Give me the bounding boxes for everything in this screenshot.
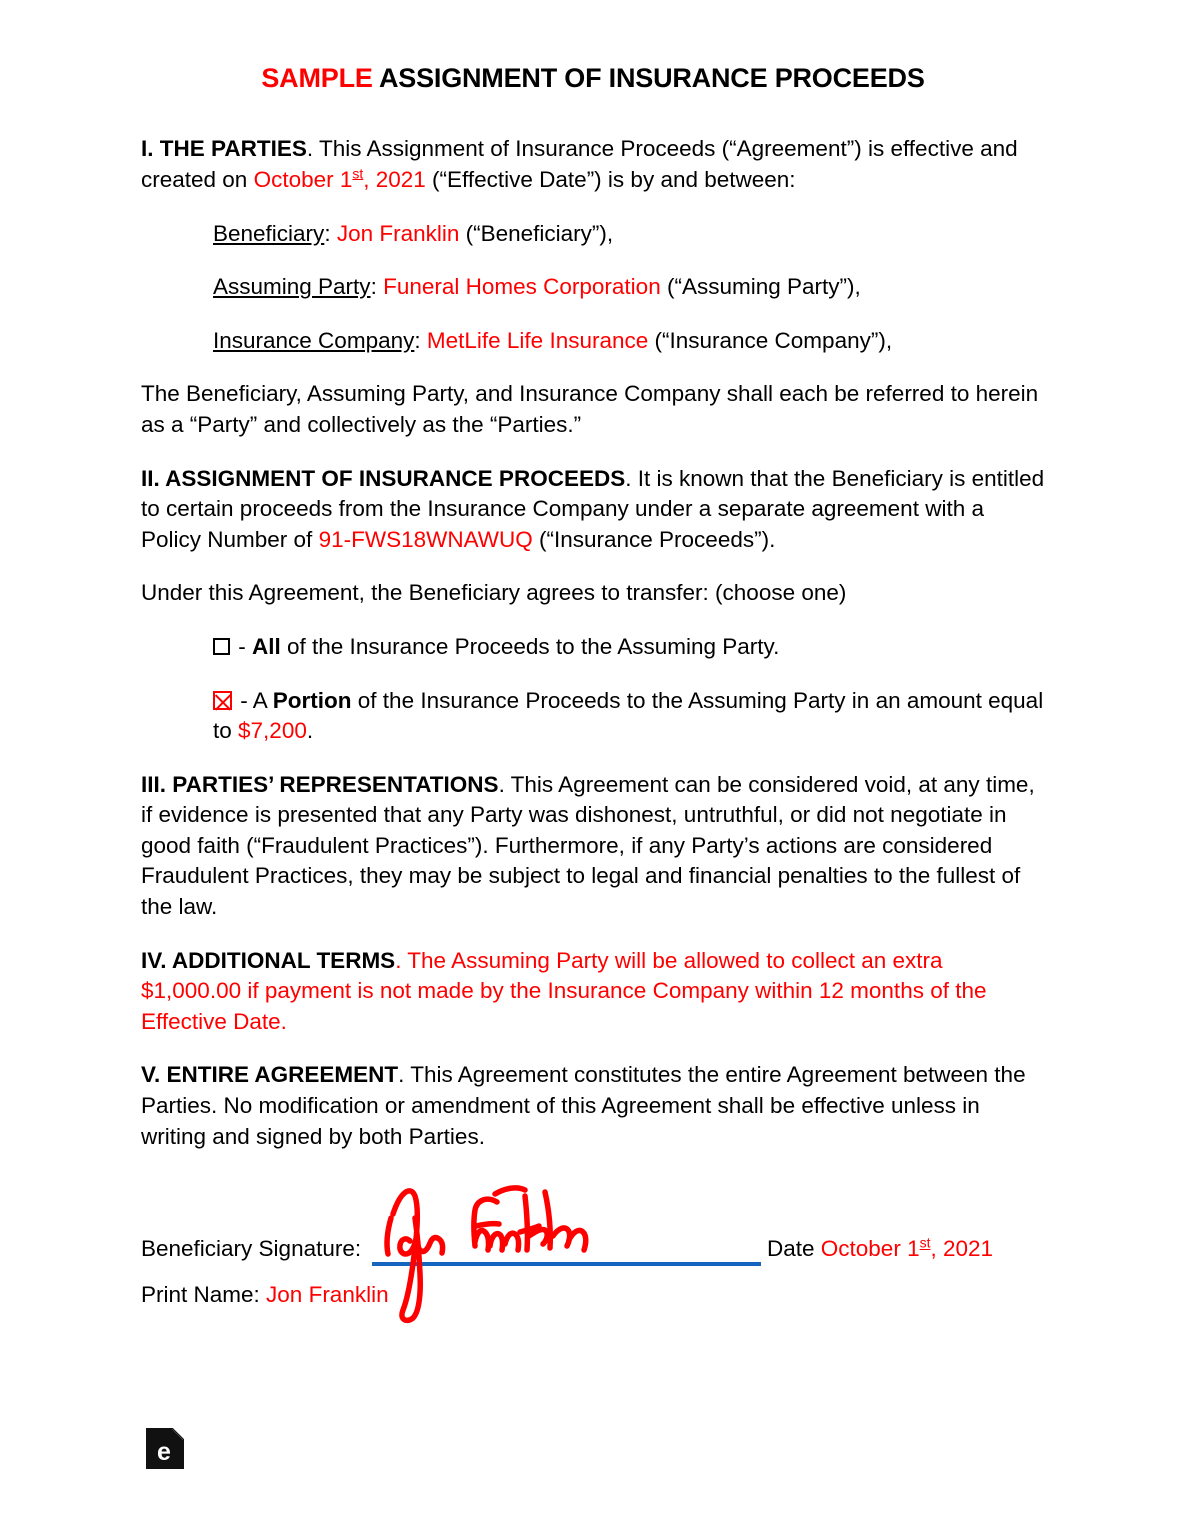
date-ordinal: st — [919, 1234, 931, 1251]
party-insurance-value: MetLife Life Insurance — [426, 327, 649, 353]
signature-date — [767, 1234, 993, 1265]
section-4-heading: IV. ADDITIONAL TERMS — [141, 947, 396, 973]
party-beneficiary-value: Jon Franklin — [336, 220, 460, 246]
signature-block — [141, 1192, 1045, 1342]
section-4-text: . The Assuming Party will be allowed to collect an extra $1,000.00 if payment is not made by the Insurance Company within 12 months of the Effective Date. — [141, 947, 987, 1034]
section-1-paragraph — [141, 134, 1045, 195]
effective-date-ordinal: st — [352, 165, 364, 182]
section-2-paragraph — [141, 464, 1045, 556]
date-year: , 2021 — [930, 1236, 993, 1262]
print-name-row — [141, 1280, 389, 1311]
choice-portion-text-b: . — [306, 718, 314, 744]
party-insurance-suffix: (“Insurance Company”), — [648, 327, 893, 353]
choice-all-dash: - — [232, 633, 252, 659]
choice-portion-dash: - A — [234, 687, 273, 713]
section-5-paragraph — [141, 1060, 1045, 1152]
document-body — [141, 62, 1045, 1342]
date-value — [821, 1236, 993, 1261]
section-2-heading: II. ASSIGNMENT OF INSURANCE PROCEEDS — [141, 465, 626, 491]
title-sample-word: SAMPLE — [261, 63, 373, 93]
title-main-text: ASSIGNMENT OF INSURANCE PROCEEDS — [372, 63, 925, 93]
section-2-text-a: . It is known that the Beneficiary is entitled to certain proceeds from the Insurance Company under a separate agreement with a Policy Number of — [141, 465, 1045, 552]
effective-date-year: , 2021 — [363, 166, 426, 192]
party-assuming-suffix: (“Assuming Party”), — [660, 274, 861, 300]
choice-all-bold-word: All — [252, 633, 281, 659]
date-month-day: October 1 — [820, 1236, 920, 1262]
section-1-text-b: (“Effective Date”) is by and between: — [425, 166, 796, 192]
choice-portion-bold-word: Portion — [272, 687, 352, 713]
section-3-heading: III. PARTIES’ REPRESENTATIONS — [141, 771, 499, 797]
signature-line[interactable] — [372, 1262, 761, 1266]
party-beneficiary-suffix: (“Beneficiary”), — [459, 220, 614, 246]
section-4-paragraph — [141, 946, 1045, 1038]
handwritten-signature — [377, 1182, 697, 1327]
print-name-label: Print Name: — [141, 1282, 267, 1308]
party-assuming-separator: : — [370, 274, 384, 300]
choice-option-all[interactable] — [141, 632, 1045, 663]
party-insurance-company — [141, 326, 1045, 357]
parties-summary-paragraph: The Beneficiary, Assuming Party, and Insurance Company shall each be referred to herein as a “Party” and collectively as the “Parties.” — [141, 381, 1039, 437]
section-3-paragraph — [141, 770, 1045, 923]
party-assuming-label: Assuming Party — [213, 274, 371, 300]
party-insurance-separator: : — [414, 327, 427, 353]
transfer-prompt: Under this Agreement, the Beneficiary agrees to transfer: (choose one) — [141, 580, 847, 606]
party-beneficiary-label: Beneficiary — [213, 220, 325, 246]
date-label: Date — [767, 1236, 821, 1262]
checked-checkbox[interactable] — [213, 691, 232, 710]
policy-number-value: 91-FWS18WNAWUQ — [318, 526, 533, 552]
party-beneficiary-separator: : — [324, 220, 337, 246]
party-assuming — [141, 272, 1045, 303]
choice-option-portion[interactable] — [141, 686, 1045, 747]
party-insurance-label: Insurance Company — [213, 327, 415, 353]
eforms-logo-icon — [146, 1428, 184, 1469]
choice-portion-text-a: of the Insurance Proceeds to the Assuming Party in an amount equal to — [213, 687, 1044, 744]
unchecked-checkbox[interactable] — [213, 638, 230, 655]
section-5-heading: V. ENTIRE AGREEMENT — [141, 1062, 399, 1088]
section-3-text: . This Agreement can be considered void, at any time, if evidence is presented that any Party was dishonest, untruthful, or did not negotiate in good faith (“Fraudulent Practices”). Furthermore, if any Party’s actions are considered Fraudulent Practices, they may be subject to legal and financial penalties to the fullest of the law. — [141, 771, 1035, 920]
choice-all-text: of the Insurance Proceeds to the Assuming Party. — [280, 633, 780, 659]
portion-amount-value: $7,200 — [238, 718, 307, 744]
party-assuming-value: Funeral Homes Corporation — [383, 274, 661, 300]
section-5-text: . This Agreement constitutes the entire Agreement between the Parties. No modification or amendment of this Agreement shall be effective unless in writing and signed by both Parties. — [141, 1062, 1026, 1149]
section-1-text-a: . This Assignment of Insurance Proceeds (“Agreement”) is effective and created on — [141, 136, 1018, 192]
effective-date-value — [254, 167, 426, 192]
logo-letter: e — [157, 1438, 171, 1466]
print-name-value: Jon Franklin — [266, 1282, 389, 1308]
section-2-text-b: (“Insurance Proceeds”). — [532, 526, 776, 552]
beneficiary-signature-label: Beneficiary Signature: — [141, 1236, 362, 1262]
section-1-heading: I. THE PARTIES — [141, 136, 307, 162]
effective-date-month-day: October 1 — [253, 166, 353, 192]
page-title — [141, 62, 1045, 94]
party-beneficiary — [141, 219, 1045, 250]
